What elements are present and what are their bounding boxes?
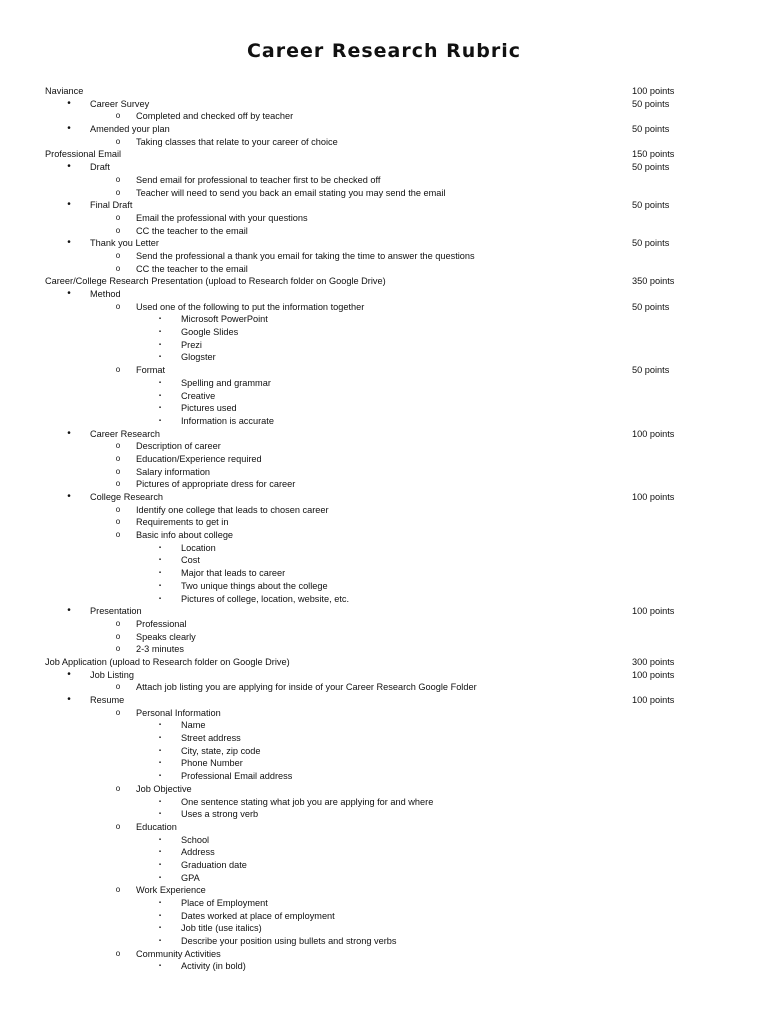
rubric-row [0,834,768,847]
rubric-item-text: Pictures of appropriate dress for career [136,479,296,490]
rubric-item-text: Microsoft PowerPoint [181,314,268,325]
rubric-item-text: Spelling and grammar [181,377,271,388]
rubric-item-text: Dates worked at place of employment [181,910,335,921]
rubric-item-text: Presentation [90,606,142,617]
bullet-icon: o [115,365,121,375]
rubric-row [0,453,768,466]
bullet-icon: • [67,123,71,135]
bullet-icon: o [115,885,121,895]
rubric-item-text: Location [181,542,216,553]
rubric-item-text: Cost [181,555,200,566]
rubric-row [0,732,768,745]
rubric-item-text: Phone Number [181,758,243,769]
bullet-icon: ▪ [158,392,162,399]
rubric-item-text: Naviance [45,86,84,96]
rubric-item-text: Attach job listing you are applying for inside of your Career Research Google Folder [136,682,477,693]
bullet-icon: • [67,199,71,211]
rubric-item-text: Method [90,289,121,299]
rubric-row [0,643,768,656]
bullet-icon: o [115,618,121,628]
rubric-item-text: Professional Email [45,149,122,160]
bullet-icon: o [115,783,121,793]
rubric-item-text: Speaks clearly [136,631,196,642]
bullet-icon: ▪ [158,836,162,843]
bullet-icon: ▪ [158,874,162,881]
rubric-item-points: 150 points [632,149,675,160]
bullet-icon: o [115,466,121,476]
rubric-row [0,174,768,187]
bullet-icon: ▪ [158,912,162,919]
rubric-item-text: Two unique things about the college [181,580,328,591]
rubric-item-text: Major that leads to career [181,568,286,579]
rubric-row [0,516,768,529]
rubric-item-points: 50 points [632,98,670,109]
bullet-icon: ▪ [158,354,162,361]
rubric-row [0,593,768,606]
rubric-row [0,212,768,225]
rubric-item-text: Basic info about college [136,530,234,541]
rubric-item-text: Salary information [136,466,211,477]
bullet-icon: ▪ [158,861,162,868]
bullet-icon: • [67,161,71,173]
rubric-row [0,605,768,618]
bullet-icon: ▪ [158,329,162,336]
rubric-item-text: Work Experience [136,885,206,896]
rubric-row [0,313,768,326]
rubric-row [0,529,768,542]
rubric-item-text: Name [181,720,206,731]
rubric-row [0,567,768,580]
bullet-icon: ▪ [158,938,162,945]
bullet-icon: ▪ [158,316,162,323]
bullet-icon: ▪ [158,760,162,767]
rubric-row [0,237,768,250]
rubric-item-text: Creative [181,390,216,401]
bullet-icon: • [67,427,71,439]
bullet-icon: ▪ [158,379,162,386]
rubric-row [0,148,768,161]
rubric-item-text: CC the teacher to the email [136,263,248,274]
rubric-item-text: GPA [181,872,200,883]
bullet-icon: ▪ [158,595,162,602]
bullet-icon: o [115,479,121,489]
bullet-icon: ▪ [158,405,162,412]
rubric-row [0,263,768,276]
bullet-icon: ▪ [158,417,162,424]
rubric-row [0,935,768,948]
rubric-item-text: Send email for professional to teacher first to be checked off [136,174,381,185]
rubric-row [0,123,768,136]
bullet-icon: o [115,821,121,831]
bullet-icon: o [115,174,121,184]
rubric-row [0,301,768,314]
page-title: Career Research Rubric [246,40,522,62]
bullet-icon: ▪ [158,963,162,970]
rubric-row [0,326,768,339]
rubric-item-text: 2-3 minutes [136,644,185,655]
rubric-row [0,872,768,885]
rubric-row [0,390,768,403]
bullet-icon: ▪ [158,798,162,805]
rubric-item-points: 50 points [632,365,670,376]
rubric-item-points: 50 points [632,200,670,211]
rubric-item-text: Place of Employment [181,898,268,908]
rubric-row [0,85,768,98]
rubric-item-text: Describe your position using bullets and strong verbs [181,936,397,947]
bullet-icon: o [115,948,121,958]
rubric-item-text: Google Slides [181,327,239,338]
rubric-item-text: Draft [90,162,110,173]
rubric-row [0,960,768,973]
rubric-row [0,504,768,517]
bullet-icon: ▪ [158,544,162,551]
rubric-row [0,707,768,720]
bullet-icon: ▪ [158,582,162,589]
rubric-row [0,415,768,428]
rubric-item-text: Amended your plan [90,124,170,135]
rubric-item-text: City, state, zip code [181,745,261,756]
bullet-icon: o [115,707,121,717]
rubric-item-text: Job Application (upload to Research folder on Google Drive) [45,656,290,667]
rubric-item-text: College Research [90,492,164,502]
rubric-item-points: 50 points [632,162,670,173]
rubric-row [0,542,768,555]
bullet-icon: • [67,97,71,109]
bullet-icon: ▪ [158,849,162,856]
rubric-list [0,85,768,973]
rubric-row [0,339,768,352]
bullet-icon: • [67,288,71,299]
rubric-row [0,821,768,834]
rubric-row [0,225,768,238]
bullet-icon: ▪ [158,341,162,348]
rubric-row [0,694,768,707]
rubric-item-points: 100 points [632,695,675,705]
rubric-row [0,745,768,758]
rubric-item-text: Uses a strong verb [181,809,259,820]
rubric-row [0,402,768,415]
bullet-icon: ▪ [158,722,162,729]
bullet-icon: • [67,605,71,617]
bullet-icon: • [67,237,71,249]
rubric-row [0,846,768,859]
rubric-item-text: Career Research [90,428,160,439]
rubric-item-points: 350 points [632,276,675,287]
rubric-item-text: Requirements to get in [136,517,229,528]
rubric-row [0,136,768,149]
rubric-row [0,466,768,479]
rubric-item-text: Personal Information [136,707,221,718]
rubric-row [0,288,768,301]
rubric-item-points: 50 points [632,124,670,135]
rubric-row [0,948,768,961]
rubric-item-text: Taking classes that relate to your career of choice [136,136,338,147]
rubric-row [0,656,768,669]
rubric-row [0,428,768,441]
rubric-item-text: Pictures of college, location, website, etc. [181,593,350,604]
bullet-icon: o [115,530,121,540]
bullet-icon: o [115,631,121,641]
rubric-row [0,922,768,935]
rubric-item-text: Information is accurate [181,415,274,426]
rubric-item-text: Career Survey [90,98,150,109]
bullet-icon: ▪ [158,557,162,564]
bullet-icon: ▪ [158,570,162,577]
rubric-item-text: Identify one college that leads to chosen career [136,504,329,515]
rubric-item-text: One sentence stating what job you are applying for and where [181,796,434,807]
rubric-item-points: 100 points [632,669,675,680]
rubric-item-text: Street address [181,733,241,744]
bullet-icon: o [115,682,121,692]
rubric-item-text: Activity (in bold) [181,961,246,972]
rubric-item-text: Graduation date [181,859,247,870]
rubric-row [0,757,768,770]
rubric-row [0,796,768,809]
rubric-row [0,250,768,263]
rubric-item-text: Job Objective [136,783,192,794]
rubric-item-text: Pictures used [181,403,237,414]
rubric-item-text: Address [181,847,215,858]
bullet-icon: o [115,225,121,235]
rubric-item-text: Education [136,821,177,832]
bullet-icon: • [67,668,71,680]
bullet-icon: ▪ [158,900,162,906]
rubric-item-text: Email the professional with your questions [136,212,308,223]
rubric-row [0,669,768,682]
rubric-item-points: 50 points [632,238,670,249]
rubric-item-text: Community Activities [136,948,221,959]
rubric-item-text: Final Draft [90,200,133,211]
bullet-icon: ▪ [158,925,162,932]
rubric-item-text: Job title (use italics) [181,923,262,934]
bullet-icon: o [115,263,121,273]
rubric-item-text: Career/College Research Presentation (upload to Research folder on Google Drive) [45,276,386,287]
rubric-item-text: Teacher will need to send you back an email stating you may send the email [136,187,446,198]
bullet-icon: • [67,694,71,705]
rubric-item-text: Used one of the following to put the information together [136,301,365,312]
bullet-icon: o [115,301,121,311]
rubric-row [0,98,768,111]
rubric-item-points: 100 points [632,492,675,502]
rubric-item-text: Job Listing [90,669,134,680]
bullet-icon: o [115,504,121,514]
rubric-item-text: Completed and checked off by teacher [136,111,294,122]
rubric-row [0,719,768,732]
rubric-item-text: Prezi [181,339,202,350]
rubric-item-text: Professional [136,618,187,629]
rubric-item-text: Format [136,365,166,376]
rubric-row [0,161,768,174]
rubric-row [0,770,768,783]
rubric-row [0,897,768,910]
bullet-icon: ▪ [158,773,162,780]
bullet-icon: o [115,212,121,222]
rubric-row [0,187,768,200]
rubric-row [0,884,768,897]
rubric-item-text: CC the teacher to the email [136,225,248,236]
rubric-item-text: Resume [90,695,125,705]
bullet-icon: ▪ [158,811,162,818]
rubric-row [0,440,768,453]
rubric-row [0,618,768,631]
rubric-item-points: 100 points [632,86,675,96]
rubric-row [0,681,768,694]
rubric-item-text: Glogster [181,352,216,363]
bullet-icon: ▪ [158,735,162,742]
rubric-row [0,351,768,364]
bullet-icon: o [115,187,121,197]
bullet-icon: o [115,644,121,654]
rubric-row [0,110,768,123]
rubric-row [0,199,768,212]
rubric-row [0,910,768,923]
bullet-icon: • [67,491,71,502]
rubric-row [0,275,768,288]
rubric-item-points: 100 points [632,428,675,439]
rubric-row [0,478,768,491]
rubric-item-text: Professional Email address [181,771,293,782]
rubric-row [0,491,768,504]
rubric-item-points: 50 points [632,301,670,312]
bullet-icon: o [115,111,121,121]
rubric-row [0,364,768,377]
bullet-icon: o [115,517,121,527]
rubric-row [0,554,768,567]
rubric-row [0,783,768,796]
bullet-icon: o [115,441,121,451]
rubric-row [0,631,768,644]
rubric-item-points: 100 points [632,606,675,617]
bullet-icon: o [115,453,121,463]
rubric-item-text: School [181,834,210,845]
rubric-row [0,377,768,390]
rubric-item-text: Description of career [136,441,221,452]
rubric-item-text: Education/Experience required [136,453,262,464]
bullet-icon: ▪ [158,747,162,754]
rubric-row [0,808,768,821]
rubric-row [0,580,768,593]
rubric-row [0,859,768,872]
rubric-item-text: Thank you Letter [90,238,159,249]
bullet-icon: o [115,136,121,146]
rubric-item-text: Send the professional a thank you email for taking the time to answer the questions [136,250,475,261]
rubric-item-points: 300 points [632,656,675,667]
bullet-icon: o [115,250,121,260]
